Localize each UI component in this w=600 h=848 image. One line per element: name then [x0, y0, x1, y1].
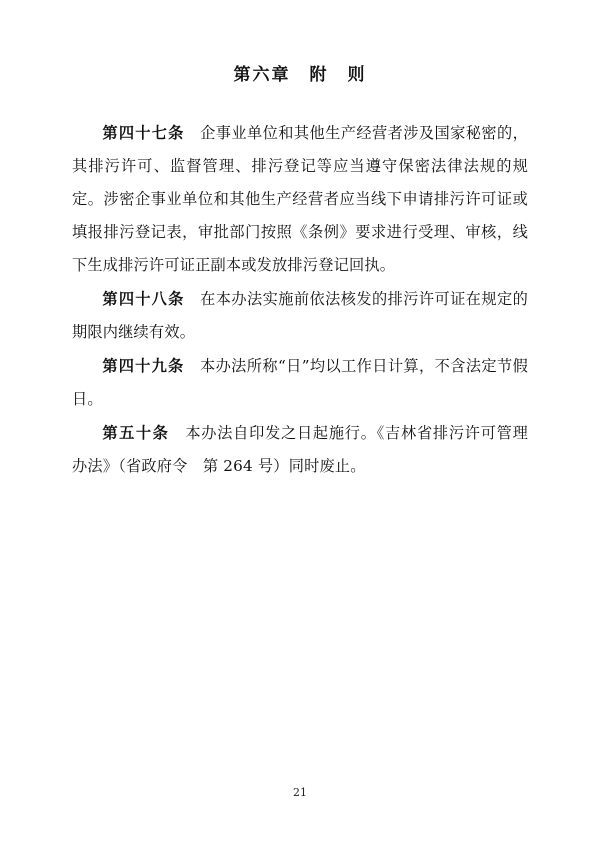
article-number: 第四十七条: [102, 124, 185, 142]
article-text: 企事业单位和其他生产经营者涉及国家秘密的，其排污许可、监督管理、排污登记等应当遵守保密法律法规的规定。涉密企事业单位和其他生产经营者应当线下申请排污许可证或填报排污登记表，审批部门按照《条例》要求进行受理、审核，线下生成排污许可证正副本或发放排污登记回执。: [72, 124, 529, 274]
page-number: 21: [293, 786, 307, 799]
article-text: 在本办法实施前依法核发的排污许可证在规定的期限内继续有效。: [72, 290, 529, 341]
article-text: 本办法所称“日”均以工作日计算，不含法定节假日。: [72, 357, 528, 408]
article-paragraph: [72, 283, 528, 349]
article-number: 第四十八条: [102, 290, 185, 308]
article-number: 第五十条: [102, 424, 170, 442]
article-paragraph: [72, 417, 528, 483]
page-content: [72, 60, 528, 484]
chapter-title: 第六章 附 则: [233, 65, 367, 85]
article-paragraph: [72, 117, 528, 282]
article-text: 本办法自印发之日起施行。《吉林省排污许可管理办法》（省政府令 第 264 号）同时废止。: [72, 424, 529, 475]
article-paragraph: [72, 350, 528, 416]
article-number: 第四十九条: [102, 357, 185, 375]
